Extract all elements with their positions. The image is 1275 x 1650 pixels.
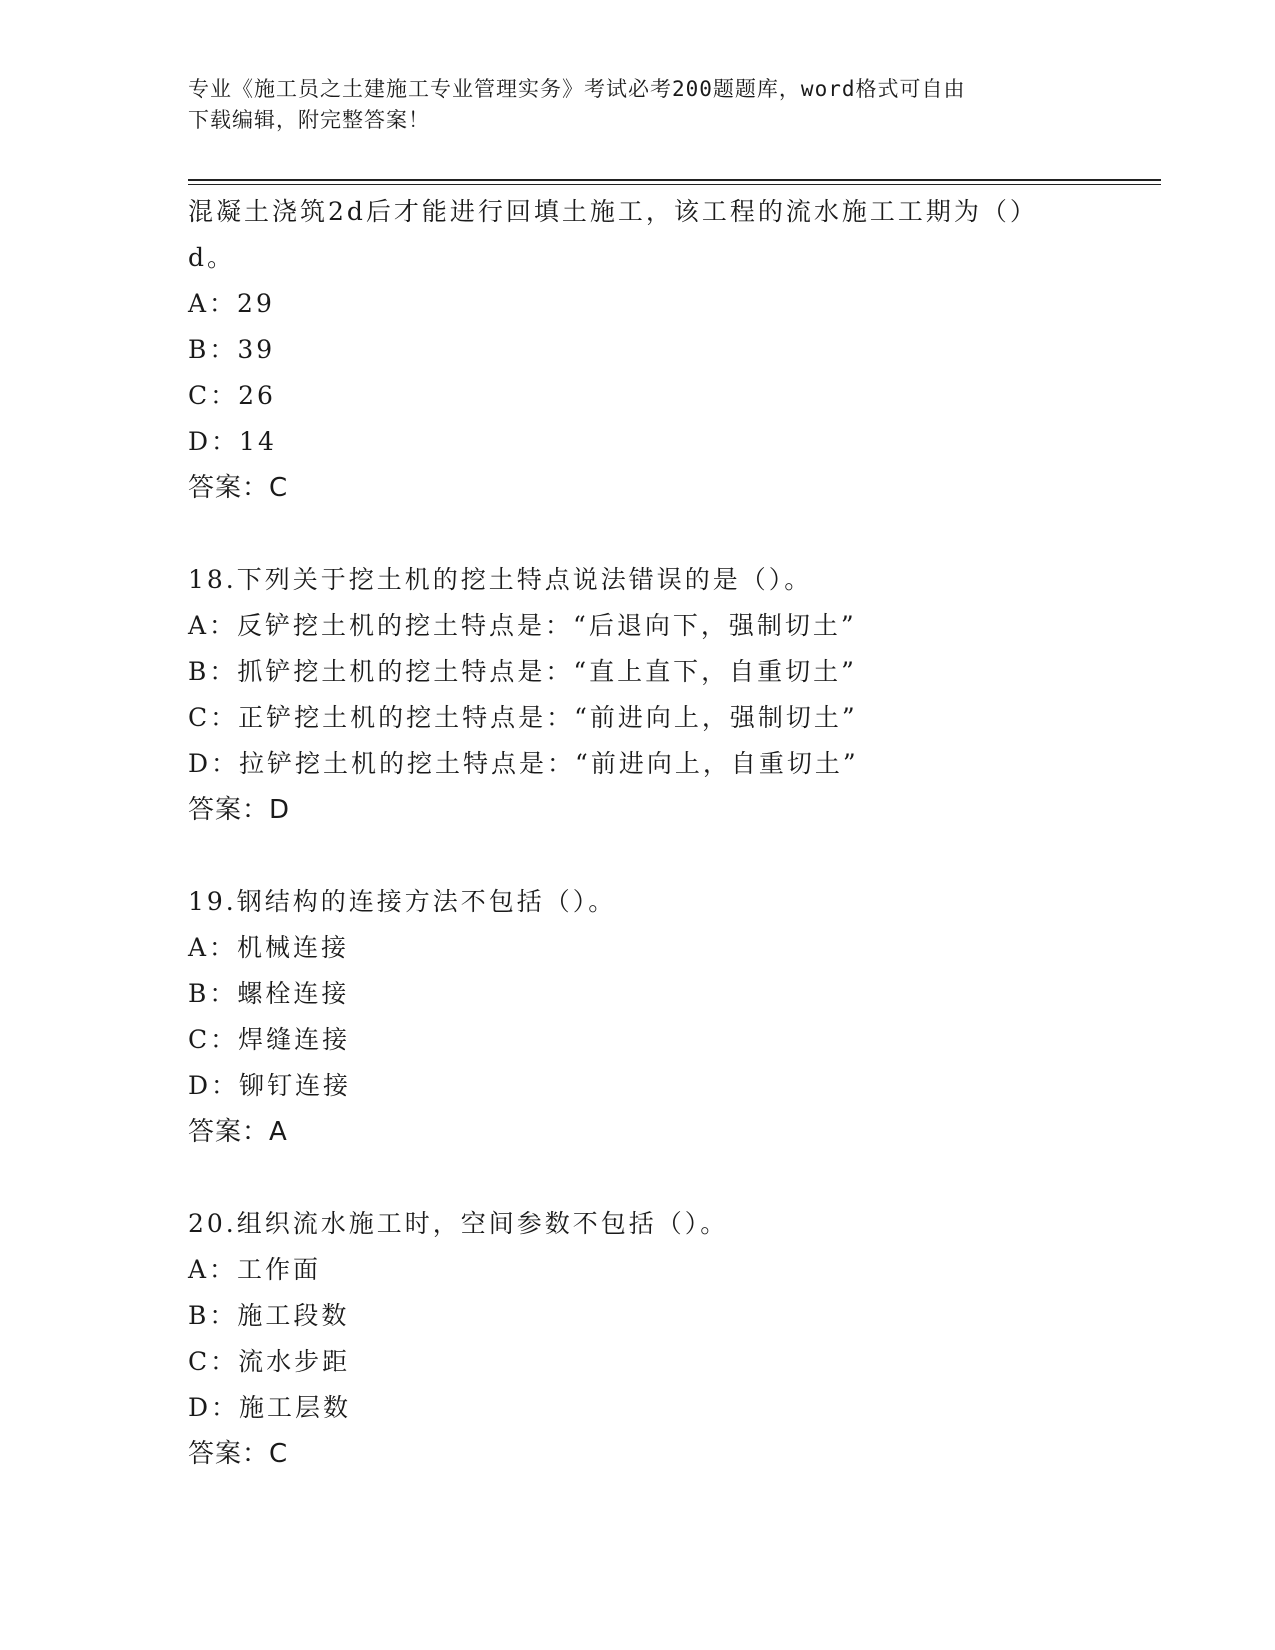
document-header xyxy=(188,74,1088,136)
question-stem-continued: d。 xyxy=(188,243,236,272)
question-20 xyxy=(188,1201,1088,1477)
option-a: A：机械连接 xyxy=(188,933,350,962)
answer-label: 答案：C xyxy=(188,473,289,503)
question-list xyxy=(188,189,1088,1477)
option-a: A：工作面 xyxy=(188,1255,322,1284)
option-d: D：14 xyxy=(188,427,277,456)
question-19 xyxy=(188,879,1088,1155)
option-a: A：29 xyxy=(188,289,275,318)
question-stem: 19.钢结构的连接方法不包括（）。 xyxy=(188,887,617,916)
question-stem: 18.下列关于挖土机的挖土特点说法错误的是（）。 xyxy=(188,565,813,594)
spacer xyxy=(188,511,1088,557)
answer-label: 答案：D xyxy=(188,795,291,825)
option-d: D：拉铲挖土机的挖土特点是：“前进向上，自重切土” xyxy=(188,749,859,778)
option-b: B：抓铲挖土机的挖土特点是：“直上直下，自重切土” xyxy=(188,657,857,686)
spacer xyxy=(188,1155,1088,1201)
header-line-2: 下载编辑，附完整答案！ xyxy=(188,108,430,132)
option-c: C：流水步距 xyxy=(188,1347,351,1376)
header-line-1: 专业《施工员之土建施工专业管理实务》考试必考200题题库，word格式可自由 xyxy=(188,77,966,101)
option-d: D：施工层数 xyxy=(188,1393,352,1422)
question-17 xyxy=(188,189,1088,511)
option-c: C：焊缝连接 xyxy=(188,1025,351,1054)
option-b: B：施工段数 xyxy=(188,1301,350,1330)
option-a: A：反铲挖土机的挖土特点是：“后退向下，强制切土” xyxy=(188,611,857,640)
option-b: B：39 xyxy=(188,335,276,364)
answer-label: 答案：C xyxy=(188,1439,289,1469)
question-stem: 混凝土浇筑2d后才能进行回填土施工，该工程的流水施工工期为（） xyxy=(188,197,1038,226)
header-divider-thin xyxy=(188,184,1161,185)
header-divider-thick xyxy=(188,179,1161,181)
option-b: B：螺栓连接 xyxy=(188,979,350,1008)
option-c: C：正铲挖土机的挖土特点是：“前进向上，强制切土” xyxy=(188,703,858,732)
question-18 xyxy=(188,557,1088,833)
spacer xyxy=(188,833,1088,879)
answer-label: 答案：A xyxy=(188,1117,288,1147)
question-stem: 20.组织流水施工时，空间参数不包括（）。 xyxy=(188,1209,729,1238)
option-d: D：铆钉连接 xyxy=(188,1071,352,1100)
option-c: C：26 xyxy=(188,381,276,410)
